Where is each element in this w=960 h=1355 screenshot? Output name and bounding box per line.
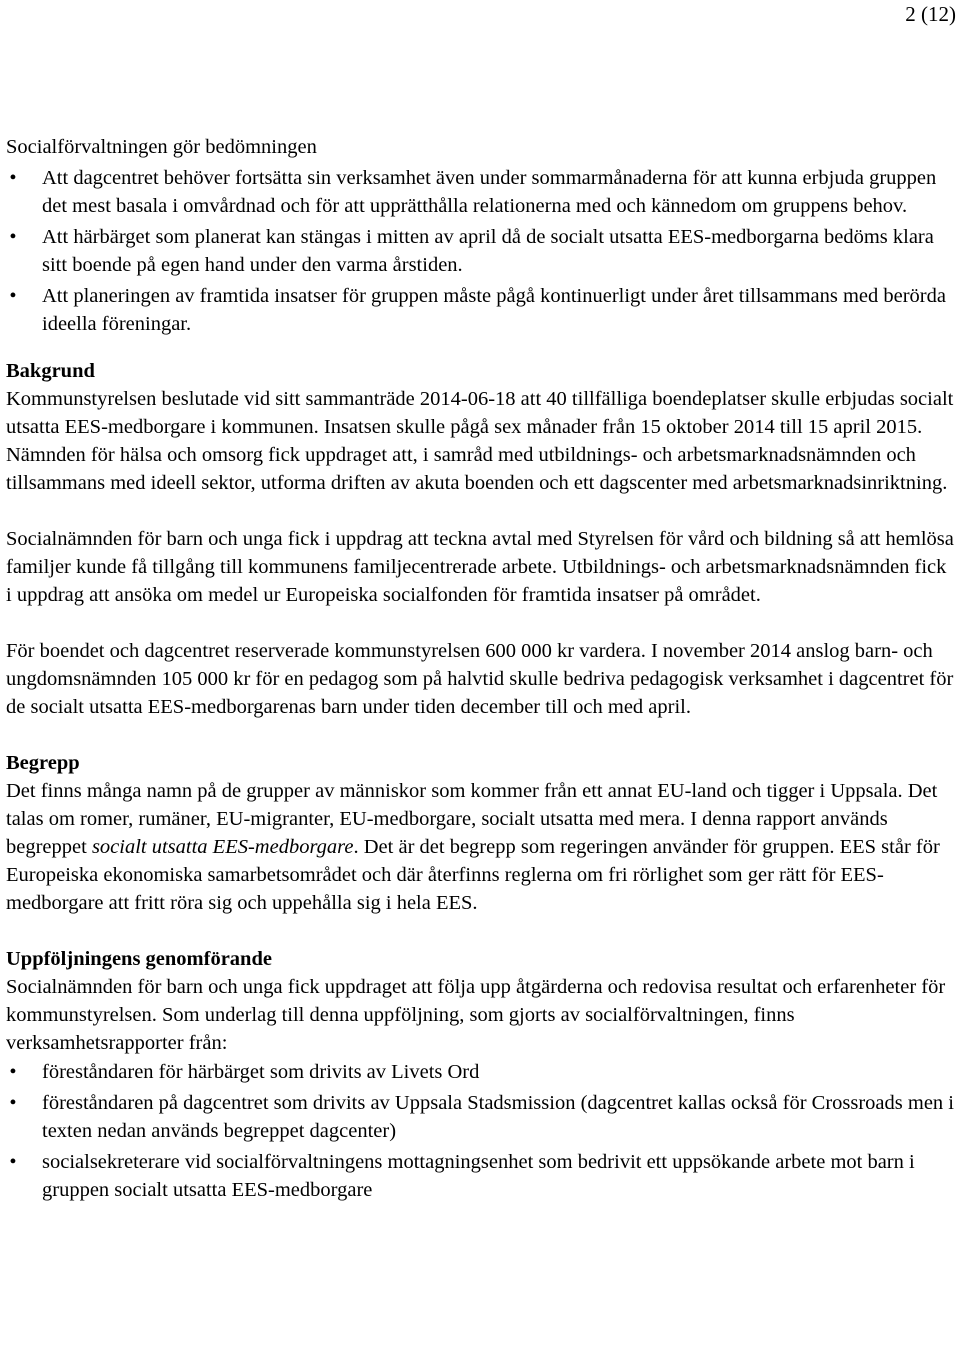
paragraph-text: Det finns många namn på de grupper av människor som kommer från ett annat EU-land och tigger i Uppsala. Det talas om romer, rumäner, EU-migranter, EU-medborgare, socialt utsatta med mera. I denna rapport används begreppet (6, 780, 938, 858)
paragraph (6, 777, 956, 917)
section-heading-followup: Uppföljningens genomförande (6, 948, 272, 970)
bullet-icon: • (9, 167, 17, 189)
bullet-icon: • (9, 1061, 17, 1083)
bullet-icon: • (9, 285, 17, 307)
list-item-text: Att dagcentret behöver fortsätta sin verksamhet även under sommarmånaderna för att kunna erbjuda gruppen det mest basala i omvårdnad och för att upprätthålla relationerna med och kännedom om gruppens behov. (42, 167, 937, 217)
followup-list (6, 1058, 956, 1204)
paragraph-text: . Det är det begrepp som regeringen använder för gruppen. EES står för Europeiska ekonomiska samarbetsområdet och där återfinns reglerna om fri rörlighet som ger rätt för EES-medborgare att fritt röra sig och uppehålla sig i hela EES. (6, 836, 940, 914)
section-heading-concept: Begrepp (6, 752, 80, 774)
page-number: 2 (12) (905, 2, 956, 26)
list-item (6, 164, 956, 220)
list-item (6, 223, 956, 279)
list-item (6, 1148, 956, 1204)
bullet-icon: • (9, 1092, 17, 1114)
bullet-icon: • (9, 226, 17, 248)
list-item-text: Att härbärget som planerat kan stängas i mitten av april då de socialt utsatta EES-medborgarna bedöms klara sitt boende på egen hand under den varma årstiden. (42, 226, 934, 276)
bullet-icon: • (9, 1151, 17, 1173)
list-item (6, 282, 956, 338)
list-item-text: Att planeringen av framtida insatser för gruppen måste pågå kontinuerligt under året tillsammans med berörda ideella föreningar. (42, 285, 946, 335)
paragraph: Socialnämnden för barn och unga fick uppdraget att följa upp åtgärderna och redovisa resultat och erfarenheter för kommunstyrelsen. Som underlag till denna uppföljning, som gjorts av socialförvaltningen, finns verksamhetsrapporter från: (6, 976, 946, 1054)
list-item-text: föreståndaren för härbärget som drivits av Livets Ord (42, 1061, 480, 1083)
list-item (6, 1058, 956, 1086)
section-heading-background: Bakgrund (6, 360, 95, 382)
emphasized-term: socialt utsatta EES-medborgare (91, 836, 354, 858)
assessment-list (6, 164, 956, 338)
paragraph: För boendet och dagcentret reserverade kommunstyrelsen 600 000 kr vardera. I november 2014 anslog barn- och ungdomsnämnden 105 000 kr för en pedagog som på halvtid skulle bedriva pedagogisk verksamhet i dagcentret för de socialt utsatta EES-medborgarenas barn under tiden december till och med april. (6, 640, 954, 718)
list-item (6, 1089, 956, 1145)
list-item-text: socialsekreterare vid socialförvaltningens mottagningsenhet som bedrivit ett uppsökande arbete mot barn i gruppen socialt utsatta EES-medborgare (42, 1151, 915, 1201)
document-body (6, 133, 956, 1207)
paragraph: Kommunstyrelsen beslutade vid sitt sammanträde 2014-06-18 att 40 tillfälliga boendeplatser skulle erbjudas socialt utsatta EES-medborgare i kommunen. Insatsen skulle pågå sex månader från 15 oktober 2014 till 15 april 2015. Nämnden för hälsa och omsorg fick uppdraget att, i samråd med utbildnings- och arbetsmarknadsnämnden och tillsammans med ideell sektor, utforma driften av akuta boenden och ett dagscenter med arbetsmarknadsinriktning. (6, 388, 954, 494)
paragraph: Socialnämnden för barn och unga fick i uppdrag att teckna avtal med Styrelsen för vård och bildning så att hemlösa familjer kunde få tillgång till kommunens familjecentrerade arbete. Utbildnings- och arbetsmarknadsnämnden fick i uppdrag att ansöka om medel ur Europeiska socialfonden för framtida insatser på området. (6, 528, 954, 606)
list-item-text: föreståndaren på dagcentret som drivits av Uppsala Stadsmission (dagcentret kallas också för Crossroads men i texten nedan används begreppet dagcenter) (42, 1092, 954, 1142)
assessment-heading: Socialförvaltningen gör bedömningen (6, 136, 317, 158)
